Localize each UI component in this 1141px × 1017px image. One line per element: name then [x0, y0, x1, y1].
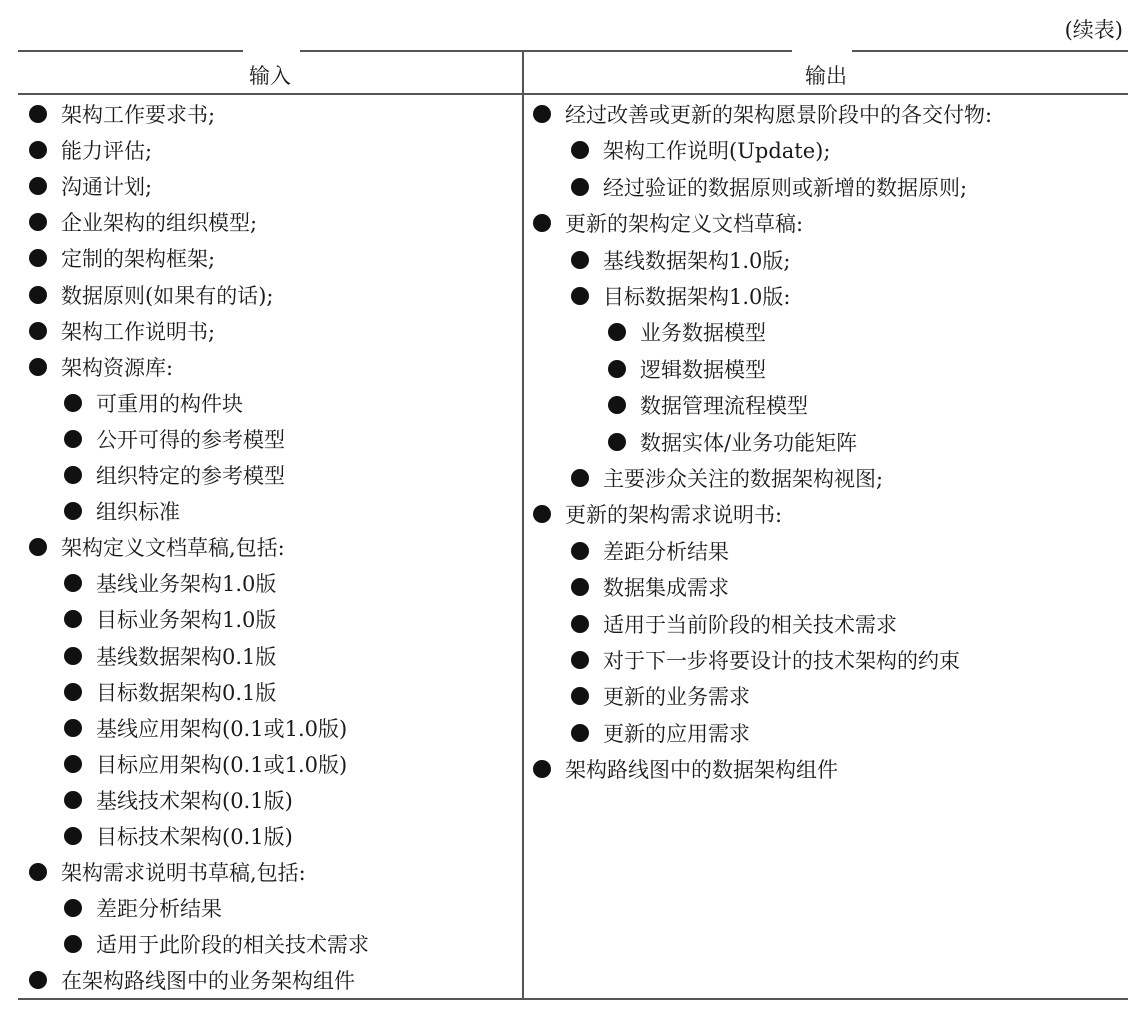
bullet-icon — [29, 141, 47, 159]
list-item-text: 对于下一步将要设计的技术架构的约束 — [603, 649, 960, 673]
list-item-text: 目标数据架构0.1版 — [96, 680, 277, 705]
bullet-icon — [64, 755, 82, 773]
list-item-text: 基线应用架构(0.1或1.0版) — [96, 716, 348, 741]
bullet-icon — [533, 105, 551, 123]
list-item-text: 主要涉众关注的数据架构视图; — [603, 467, 884, 491]
bullet-icon — [29, 177, 47, 195]
bullet-icon — [64, 610, 82, 628]
bullet-icon — [29, 358, 47, 376]
bullet-icon — [64, 394, 82, 412]
bullet-icon — [29, 322, 47, 340]
bullet-icon — [29, 863, 47, 881]
list-item-text: 组织标准 — [96, 500, 180, 525]
output-column-header: 输出 — [805, 64, 847, 88]
list-item-text: 架构定义文档草稿,包括: — [61, 536, 285, 561]
list-item-text: 更新的架构定义文档草稿: — [565, 212, 804, 237]
list-item-text: 适用于此阶段的相关技术需求 — [96, 933, 369, 958]
bullet-icon — [608, 360, 626, 378]
continued-label: (续表) — [1064, 18, 1123, 42]
bullet-icon — [64, 430, 82, 448]
bullet-icon — [64, 647, 82, 665]
list-item-text: 企业架构的组织模型; — [61, 211, 258, 236]
bullet-icon — [29, 249, 47, 267]
bullet-icon — [571, 687, 589, 705]
table-top-rule — [18, 50, 243, 52]
list-item-text: 目标技术架构(0.1版) — [96, 825, 293, 849]
bullet-icon — [571, 178, 589, 196]
bullet-icon — [29, 538, 47, 556]
list-item-text: 业务数据模型 — [640, 321, 766, 346]
bullet-icon — [571, 287, 589, 305]
bullet-icon — [64, 502, 82, 520]
input-column-header: 输入 — [249, 64, 291, 88]
column-divider — [522, 52, 524, 998]
list-item-text: 基线数据架构0.1版 — [96, 644, 277, 669]
list-item-text: 目标业务架构1.0版 — [96, 608, 277, 633]
list-item-text: 目标数据架构1.0版: — [603, 285, 791, 309]
list-item-text: 数据实体/业务功能矩阵 — [640, 430, 858, 455]
bullet-icon — [29, 286, 47, 304]
list-item-text: 更新的应用需求 — [603, 721, 750, 746]
bullet-icon — [571, 141, 589, 159]
list-item-text: 定制的架构框架; — [61, 247, 216, 272]
list-item-text: 组织特定的参考模型 — [96, 464, 285, 488]
bullet-icon — [533, 505, 551, 523]
bullet-icon — [533, 760, 551, 778]
bullet-icon — [571, 651, 589, 669]
list-item-text: 数据集成需求 — [603, 576, 729, 601]
list-item-text: 能力评估; — [61, 139, 153, 164]
list-item-text: 基线技术架构(0.1版) — [96, 788, 293, 813]
bullet-icon — [571, 615, 589, 633]
list-item-text: 经过验证的数据原则或新增的数据原则; — [603, 175, 968, 200]
list-item-text: 适用于当前阶段的相关技术需求 — [603, 612, 897, 637]
bullet-icon — [29, 213, 47, 231]
table-top-rule — [852, 50, 1128, 52]
list-item-text: 架构资源库: — [61, 355, 174, 380]
bullet-icon — [571, 542, 589, 560]
bullet-icon — [608, 433, 626, 451]
list-item-text: 公开可得的参考模型 — [96, 427, 285, 452]
bullet-icon — [64, 574, 82, 592]
bullet-icon — [64, 899, 82, 917]
table-bottom-rule — [18, 998, 1128, 1000]
bullet-icon — [571, 578, 589, 596]
bullet-icon — [64, 827, 82, 845]
list-item-text: 可重用的构件块 — [96, 391, 243, 416]
list-item-text: 架构工作说明书; — [61, 319, 216, 344]
list-item-text: 逻辑数据模型 — [640, 357, 766, 382]
header-rule — [18, 93, 1128, 95]
list-item-text: 基线数据架构1.0版; — [603, 248, 791, 273]
list-item-text: 架构路线图中的数据架构组件 — [565, 758, 838, 783]
table-top-rule — [300, 50, 792, 52]
bullet-icon — [64, 466, 82, 484]
list-item-text: 经过改善或更新的架构愿景阶段中的各交付物: — [565, 103, 993, 127]
bullet-icon — [608, 396, 626, 414]
bullet-icon — [29, 971, 47, 989]
list-item-text: 差距分析结果 — [603, 539, 729, 564]
list-item-text: 更新的架构需求说明书: — [565, 503, 783, 528]
bullet-icon — [571, 469, 589, 487]
list-item-text: 沟通计划; — [61, 175, 153, 200]
list-item-text: 目标应用架构(0.1或1.0版) — [96, 752, 348, 777]
list-item-text: 更新的业务需求 — [603, 685, 750, 710]
bullet-icon — [608, 323, 626, 341]
bullet-icon — [533, 214, 551, 232]
bullet-icon — [64, 719, 82, 737]
bullet-icon — [64, 791, 82, 809]
list-item-text: 架构需求说明书草稿,包括: — [61, 861, 306, 886]
list-item-text: 数据管理流程模型 — [640, 394, 808, 419]
list-item-text: 数据原则(如果有的话); — [61, 283, 274, 308]
list-item-text: 差距分析结果 — [96, 897, 222, 922]
bullet-icon — [571, 724, 589, 742]
list-item-text: 基线业务架构1.0版 — [96, 572, 277, 597]
list-item-text: 架构工作要求书; — [61, 103, 216, 127]
bullet-icon — [571, 251, 589, 269]
bullet-icon — [64, 683, 82, 701]
list-item-text: 在架构路线图中的业务架构组件 — [61, 969, 355, 994]
bullet-icon — [29, 105, 47, 123]
bullet-icon — [64, 935, 82, 953]
list-item-text: 架构工作说明(Update); — [603, 139, 831, 164]
